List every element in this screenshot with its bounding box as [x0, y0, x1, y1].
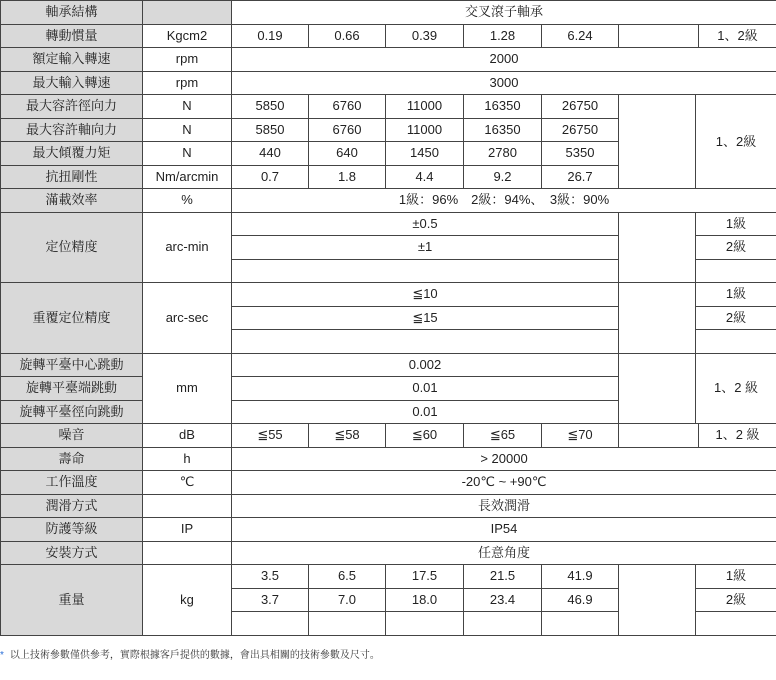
inertia-empty — [619, 24, 699, 48]
radial-force-value: 5850 — [232, 95, 309, 119]
row-mounting — [1, 541, 776, 565]
weight-blank — [464, 612, 542, 636]
row-life — [1, 447, 776, 471]
weight-grade2-value: 23.4 — [464, 588, 542, 612]
label-life: 壽命 — [1, 447, 143, 471]
force-group-empty — [619, 95, 696, 189]
label-torsional: 抗扭剛性 — [1, 165, 143, 189]
repeat-grade1-value: ≦10 — [232, 283, 619, 307]
inertia-value: 0.19 — [232, 24, 309, 48]
row-lubrication — [1, 494, 776, 518]
row-max-speed — [1, 71, 776, 95]
repeat-blank — [232, 330, 619, 354]
torsional-value: 26.7 — [542, 165, 619, 189]
axial-force-value: 5850 — [232, 118, 309, 142]
label-structure: 軸承結構 — [1, 1, 143, 25]
unit-efficiency: % — [143, 189, 232, 213]
unit-lubrication — [143, 494, 232, 518]
noise-empty — [619, 424, 699, 448]
torsional-value: 1.8 — [309, 165, 386, 189]
unit-tilt-moment: N — [143, 142, 232, 166]
value-life: > 20000 — [232, 447, 776, 471]
unit-inertia: Kgcm2 — [143, 24, 232, 48]
inertia-value: 0.39 — [386, 24, 464, 48]
axial-force-value: 16350 — [464, 118, 542, 142]
label-repeat: 重覆定位精度 — [1, 283, 143, 354]
positioning-blank — [232, 259, 619, 283]
weight-grade1-value: 6.5 — [309, 565, 386, 589]
tilt-moment-value: 640 — [309, 142, 386, 166]
axial-force-value: 6760 — [309, 118, 386, 142]
label-protection: 防護等級 — [1, 518, 143, 542]
unit-runout: mm — [143, 353, 232, 424]
repeat-blank-grade — [696, 330, 776, 354]
positioning-grade1-value: ±0.5 — [232, 212, 619, 236]
positioning-grade2: 2級 — [696, 236, 776, 260]
row-efficiency — [1, 189, 776, 213]
runout-grade: 1、2 級 — [696, 353, 776, 424]
unit-mounting — [143, 541, 232, 565]
inertia-value: 0.66 — [309, 24, 386, 48]
weight-empty — [619, 565, 696, 636]
row-weight-1 — [1, 565, 776, 589]
value-runout-center: 0.002 — [232, 353, 619, 377]
value-rated-speed: 2000 — [232, 48, 776, 72]
row-runout-center — [1, 353, 776, 377]
radial-force-value: 26750 — [542, 95, 619, 119]
label-noise: 噪音 — [1, 424, 143, 448]
repeat-grade2: 2級 — [696, 306, 776, 330]
label-efficiency: 滿載效率 — [1, 189, 143, 213]
label-inertia: 轉動慣量 — [1, 24, 143, 48]
label-weight: 重量 — [1, 565, 143, 636]
unit-rated-speed: rpm — [143, 48, 232, 72]
torsional-value: 0.7 — [232, 165, 309, 189]
label-radial-force: 最大容許徑向力 — [1, 95, 143, 119]
weight-grade1-value: 17.5 — [386, 565, 464, 589]
unit-life: h — [143, 447, 232, 471]
unit-torsional: Nm/arcmin — [143, 165, 232, 189]
positioning-empty — [619, 212, 696, 283]
label-tilt-moment: 最大傾覆力矩 — [1, 142, 143, 166]
label-mounting: 安裝方式 — [1, 541, 143, 565]
unit-noise: dB — [143, 424, 232, 448]
unit-radial-force: N — [143, 95, 232, 119]
axial-force-value: 11000 — [386, 118, 464, 142]
label-axial-force: 最大容許軸向力 — [1, 118, 143, 142]
weight-blank — [542, 612, 619, 636]
label-runout-radial: 旋轉平臺徑向跳動 — [1, 400, 143, 424]
noise-value: ≦55 — [232, 424, 309, 448]
row-rated-speed — [1, 48, 776, 72]
value-max-speed: 3000 — [232, 71, 776, 95]
weight-grade2-value: 7.0 — [309, 588, 386, 612]
weight-grade1-value: 21.5 — [464, 565, 542, 589]
unit-max-speed: rpm — [143, 71, 232, 95]
inertia-value: 1.28 — [464, 24, 542, 48]
force-group-grade: 1、2級 — [696, 95, 776, 189]
inertia-grade: 1、2級 — [699, 24, 776, 48]
label-positioning: 定位精度 — [1, 212, 143, 283]
unit-axial-force: N — [143, 118, 232, 142]
label-runout-end: 旋轉平臺端跳動 — [1, 377, 143, 401]
runout-empty — [619, 353, 696, 424]
label-rated-speed: 額定輸入轉速 — [1, 48, 143, 72]
unit-structure — [143, 1, 232, 25]
unit-positioning: arc-min — [143, 212, 232, 283]
tilt-moment-value: 5350 — [542, 142, 619, 166]
tilt-moment-value: 2780 — [464, 142, 542, 166]
unit-protection: IP — [143, 518, 232, 542]
value-efficiency: 1級：96% 2級：94%、 3級：90% — [232, 189, 776, 213]
inertia-value: 6.24 — [542, 24, 619, 48]
weight-grade1: 1級 — [696, 565, 776, 589]
axial-force-value: 26750 — [542, 118, 619, 142]
positioning-grade2-value: ±1 — [232, 236, 619, 260]
row-radial-force — [1, 95, 776, 119]
noise-value: ≦60 — [386, 424, 464, 448]
value-structure: 交叉滾子軸承 — [232, 1, 776, 25]
weight-blank — [232, 612, 309, 636]
tilt-moment-value: 1450 — [386, 142, 464, 166]
radial-force-value: 16350 — [464, 95, 542, 119]
label-runout-center: 旋轉平臺中心跳動 — [1, 353, 143, 377]
radial-force-value: 11000 — [386, 95, 464, 119]
value-protection: IP54 — [232, 518, 776, 542]
unit-weight: kg — [143, 565, 232, 636]
weight-blank-grade — [696, 612, 776, 636]
value-temperature: -20℃ ~ +90℃ — [232, 471, 776, 495]
unit-temperature: ℃ — [143, 471, 232, 495]
row-protection — [1, 518, 776, 542]
torsional-value: 9.2 — [464, 165, 542, 189]
noise-value: ≦70 — [542, 424, 619, 448]
footnote — [0, 646, 380, 661]
row-noise — [1, 424, 776, 448]
repeat-grade2-value: ≦15 — [232, 306, 619, 330]
weight-grade1-value: 3.5 — [232, 565, 309, 589]
row-structure — [1, 1, 776, 25]
row-inertia — [1, 24, 776, 48]
noise-value: ≦58 — [309, 424, 386, 448]
noise-value: ≦65 — [464, 424, 542, 448]
weight-grade1-value: 41.9 — [542, 565, 619, 589]
row-positioning-1 — [1, 212, 776, 236]
noise-grade: 1、2 級 — [699, 424, 776, 448]
value-lubrication: 長效潤滑 — [232, 494, 776, 518]
tilt-moment-value: 440 — [232, 142, 309, 166]
label-lubrication: 潤滑方式 — [1, 494, 143, 518]
weight-grade2-value: 46.9 — [542, 588, 619, 612]
value-mounting: 任意角度 — [232, 541, 776, 565]
positioning-blank-grade — [696, 259, 776, 283]
row-repeat-1 — [1, 283, 776, 307]
positioning-grade1: 1級 — [696, 212, 776, 236]
repeat-grade1: 1級 — [696, 283, 776, 307]
weight-grade2: 2級 — [696, 588, 776, 612]
label-temperature: 工作溫度 — [1, 471, 143, 495]
weight-blank — [309, 612, 386, 636]
footnote-text: 以上技術參數僅供參考，實際根據客戶提供的數據，會出具相關的技術參數及尺寸。 — [9, 650, 380, 661]
footnote-star: * — [0, 650, 4, 661]
weight-grade2-value: 3.7 — [232, 588, 309, 612]
unit-repeat: arc-sec — [143, 283, 232, 354]
weight-grade2-value: 18.0 — [386, 588, 464, 612]
radial-force-value: 6760 — [309, 95, 386, 119]
value-runout-radial: 0.01 — [232, 400, 619, 424]
label-max-speed: 最大輸入轉速 — [1, 71, 143, 95]
row-temperature — [1, 471, 776, 495]
torsional-value: 4.4 — [386, 165, 464, 189]
weight-blank — [386, 612, 464, 636]
value-runout-end: 0.01 — [232, 377, 619, 401]
repeat-empty — [619, 283, 696, 354]
